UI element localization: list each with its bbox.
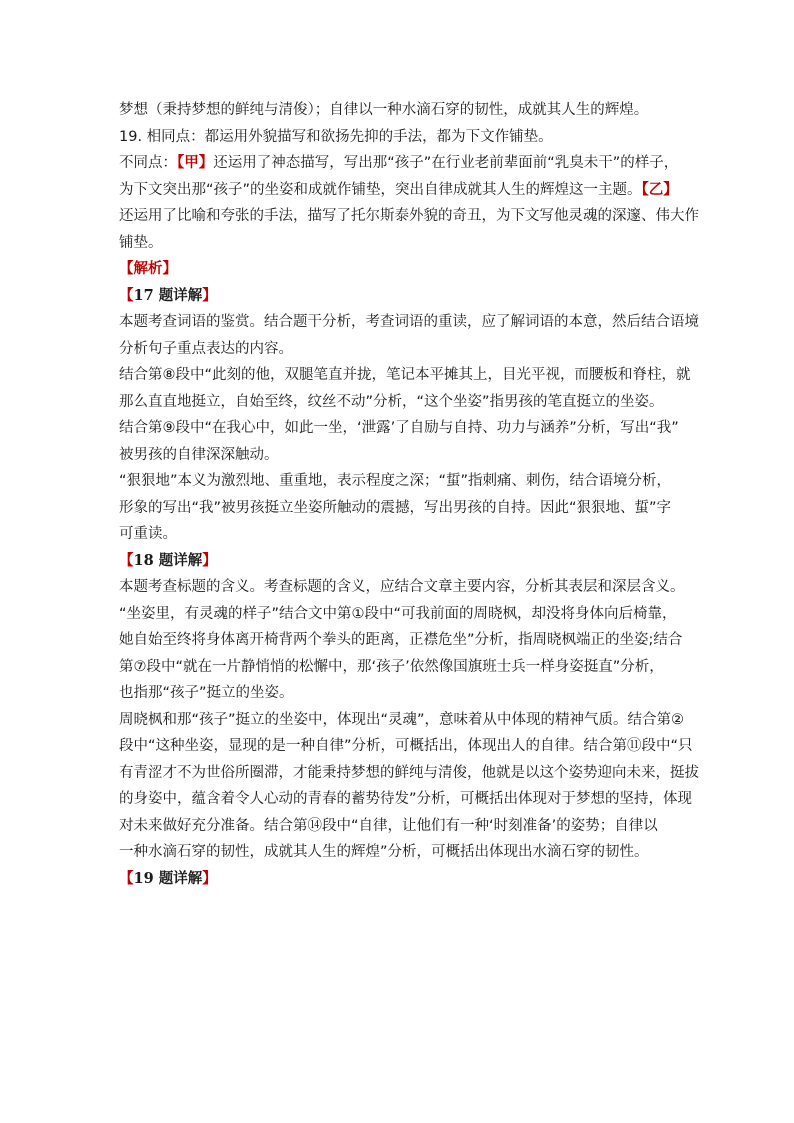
- text-span: 本题考查标题的含义。考查标题的含义，应结合文章主要内容，分析其表层和深层含义。: [119, 579, 685, 595]
- text-line: [119, 498, 681, 518]
- text-line: 不同点：: [119, 155, 177, 171]
- text-span: 分析句子重点表达的内容。: [119, 340, 293, 357]
- text-span: “狠狠地”本义为激烈地、重重地，表示程度之深；“蜇”指刺痛、刺伤，结合语境分析，: [119, 473, 672, 489]
- answer-18-tail: [119, 100, 681, 120]
- bracket: 【: [119, 552, 134, 569]
- text-line: [119, 683, 681, 703]
- text-line: [119, 710, 685, 730]
- section-17: [119, 286, 681, 306]
- section-18: [119, 551, 681, 571]
- text-line: [119, 471, 681, 491]
- text-line: [119, 577, 685, 597]
- answer-19-difference: [119, 153, 681, 173]
- text-span: 形象的写出“我”被男孩挺立坐姿所触动的震撼，写出男孩的自持。因此“狠狠地、蜇”字: [119, 499, 672, 516]
- text-line: 19. 相同点：都运用外貌描写和欲扬先抑的手法，都为下文作铺垫。: [119, 128, 553, 145]
- answer-19-difference-cont: [119, 180, 681, 200]
- text-span: 结合第⑧段中“此刻的他，双腿笔直并拢，笔记本平摊其上，目光平视，而腰板和脊柱，就: [119, 367, 691, 383]
- text-line: [119, 763, 699, 783]
- text-line: [119, 736, 693, 756]
- text-line: 为下文突出那“孩子”的坐姿和成就作铺垫，突出自律成就其人生的辉煌这一主题。: [119, 181, 642, 198]
- tag-jia: 【甲】: [177, 155, 214, 171]
- text-span: 第⑦段中“就在一片静悄悄的松懈中，那‘孩子’依然像国旗班士兵一样身姿挺直”分析，: [119, 658, 664, 675]
- document-page: [119, 100, 699, 895]
- text-line: [119, 657, 681, 677]
- section-19: [119, 869, 681, 889]
- text-line: [119, 842, 681, 862]
- text-line: 还运用了比喻和夸张的手法，描写了托尔斯泰外貌的奇丑，为下文写他灵魂的深邃、伟大作: [119, 208, 699, 224]
- text-span: 一种水滴石穿的韧性，成就其人生的辉煌”分析，可概括出体现出水滴石穿的韧性。: [119, 844, 649, 860]
- section-heading: 【解析】: [119, 261, 177, 277]
- text-line: 梦想（秉持梦想的鲜纯与清俊）；自律以一种水滴石穿的韧性，成就其人生的辉煌。: [119, 102, 649, 118]
- text-span: 结合第⑨段中“在我心中，如此一坐，‘泄露’了自励与自持、功力与涵养”分析，写出“我”: [119, 420, 679, 436]
- text-span: 也指那“孩子”挺立的坐姿。: [119, 685, 294, 701]
- text-span: 她自始至终将身体离开椅背两个拳头的距离，正襟危坐”分析，指周晓枫端正的坐姿;结合: [119, 632, 683, 648]
- text-span: 那么直直地挺立，自始至终，纹丝不动”分析，“这个坐姿”指男孩的笔直挺立的坐姿。: [119, 393, 664, 410]
- text-line: [119, 392, 681, 412]
- text-span: 对未来做好充分准备。结合第⑭段中“自律，让他们有一种‘时刻准备’的姿势；自律以: [119, 817, 658, 834]
- tag-yi: 【乙】: [641, 181, 678, 198]
- text-line: [119, 365, 691, 385]
- text-span: 可重读。: [119, 526, 177, 542]
- text-span: 有青涩才不为世俗所圈滞，才能秉持梦想的鲜纯与清俊，他就是以这个姿势迎向未来，挺拔: [119, 764, 699, 781]
- text-span: “坐姿里，有灵魂的样子”结合文中第①段中“可我前面的周晓枫，却没将身体向后椅靠，: [119, 605, 677, 622]
- section-heading: 18 题详解: [133, 551, 203, 569]
- text-line: 铺垫。: [119, 234, 163, 251]
- text-line: 还运用了神态描写，写出那“孩子”在行业老前辈面前“乳臭未干”的样子，: [213, 155, 679, 171]
- bracket: 【: [119, 287, 134, 304]
- bracket: 】: [202, 287, 217, 304]
- text-line: [119, 418, 681, 438]
- text-span: 段中“这种坐姿，显现的是一种自律”分析，可概括出，体现出人的自律。结合第⑪段中“只: [119, 738, 693, 754]
- text-line: [119, 816, 681, 836]
- answer-19-similarity: [119, 127, 681, 147]
- text-line: [119, 339, 681, 359]
- text-line: [119, 630, 681, 650]
- bracket: 】: [202, 552, 217, 569]
- text-span: 被男孩的自律深深触动。: [119, 446, 279, 463]
- answer-19-yi-end: [119, 233, 681, 253]
- text-line: [119, 789, 693, 809]
- text-line: [119, 445, 681, 465]
- answer-19-yi: [119, 206, 699, 226]
- text-line: [119, 524, 681, 544]
- text-line: [119, 312, 699, 332]
- bracket: 】: [202, 870, 217, 887]
- text-line: [119, 604, 681, 624]
- section-analysis: [119, 259, 681, 279]
- text-span: 周晓枫和那“孩子”挺立的坐姿中，体现出“灵魂”，意味着从中体现的精神气质。结合第②: [119, 711, 685, 728]
- bracket: 【: [119, 870, 134, 887]
- section-heading: 19 题详解: [133, 869, 203, 887]
- text-span: 的身姿中，蕴含着令人心动的青春的蓄势待发”分析，可概括出体现对于梦想的坚持，体现: [119, 791, 693, 807]
- text-span: 本题考查词语的鉴赏。结合题干分析，考查词语的重读，应了解词语的本意，然后结合语境: [119, 314, 699, 330]
- section-heading: 17 题详解: [133, 286, 203, 304]
